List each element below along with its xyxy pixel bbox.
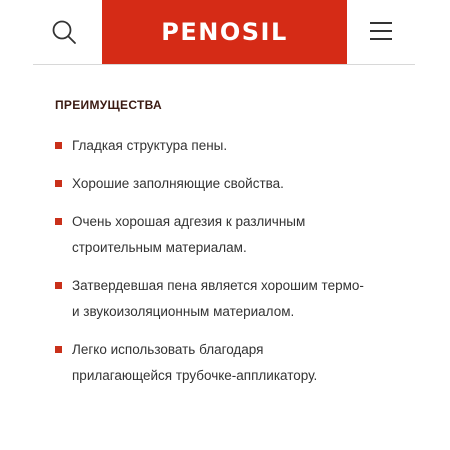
benefit-item xyxy=(55,273,415,325)
benefit-text-line2: прилагающейся трубочке-аппликатору. xyxy=(72,368,318,383)
benefit-text-line2: и звукоизоляционным материалом. xyxy=(72,304,295,319)
site-header xyxy=(33,0,415,65)
benefit-text-line1: Легко использовать благодаря xyxy=(72,342,264,357)
benefit-text-line1: Очень хорошая адгезия к различным xyxy=(72,214,306,229)
bullet-square-icon xyxy=(55,142,62,149)
bullet-square-icon xyxy=(55,180,62,187)
benefit-item xyxy=(55,133,415,159)
benefits-list xyxy=(55,133,415,401)
benefit-text: Хорошие заполняющие свойства. xyxy=(72,176,284,191)
benefit-item xyxy=(55,209,415,261)
search-button[interactable] xyxy=(48,16,82,50)
benefit-text-line2: строительным материалам. xyxy=(72,240,247,255)
benefit-item xyxy=(55,171,415,197)
bullet-square-icon xyxy=(55,282,62,289)
menu-button[interactable] xyxy=(369,18,395,44)
benefit-text: Гладкая структура пены. xyxy=(72,138,228,153)
benefit-item xyxy=(55,337,415,389)
logo[interactable] xyxy=(102,0,347,64)
bullet-square-icon xyxy=(55,218,62,225)
search-icon xyxy=(48,16,82,50)
section-title: ПРЕИМУЩЕСТВА xyxy=(55,98,162,112)
bullet-square-icon xyxy=(55,346,62,353)
benefit-text-line1: Затвердевшая пена является хорошим термо- xyxy=(72,278,364,293)
logo-text: PENOSIL xyxy=(161,18,288,46)
